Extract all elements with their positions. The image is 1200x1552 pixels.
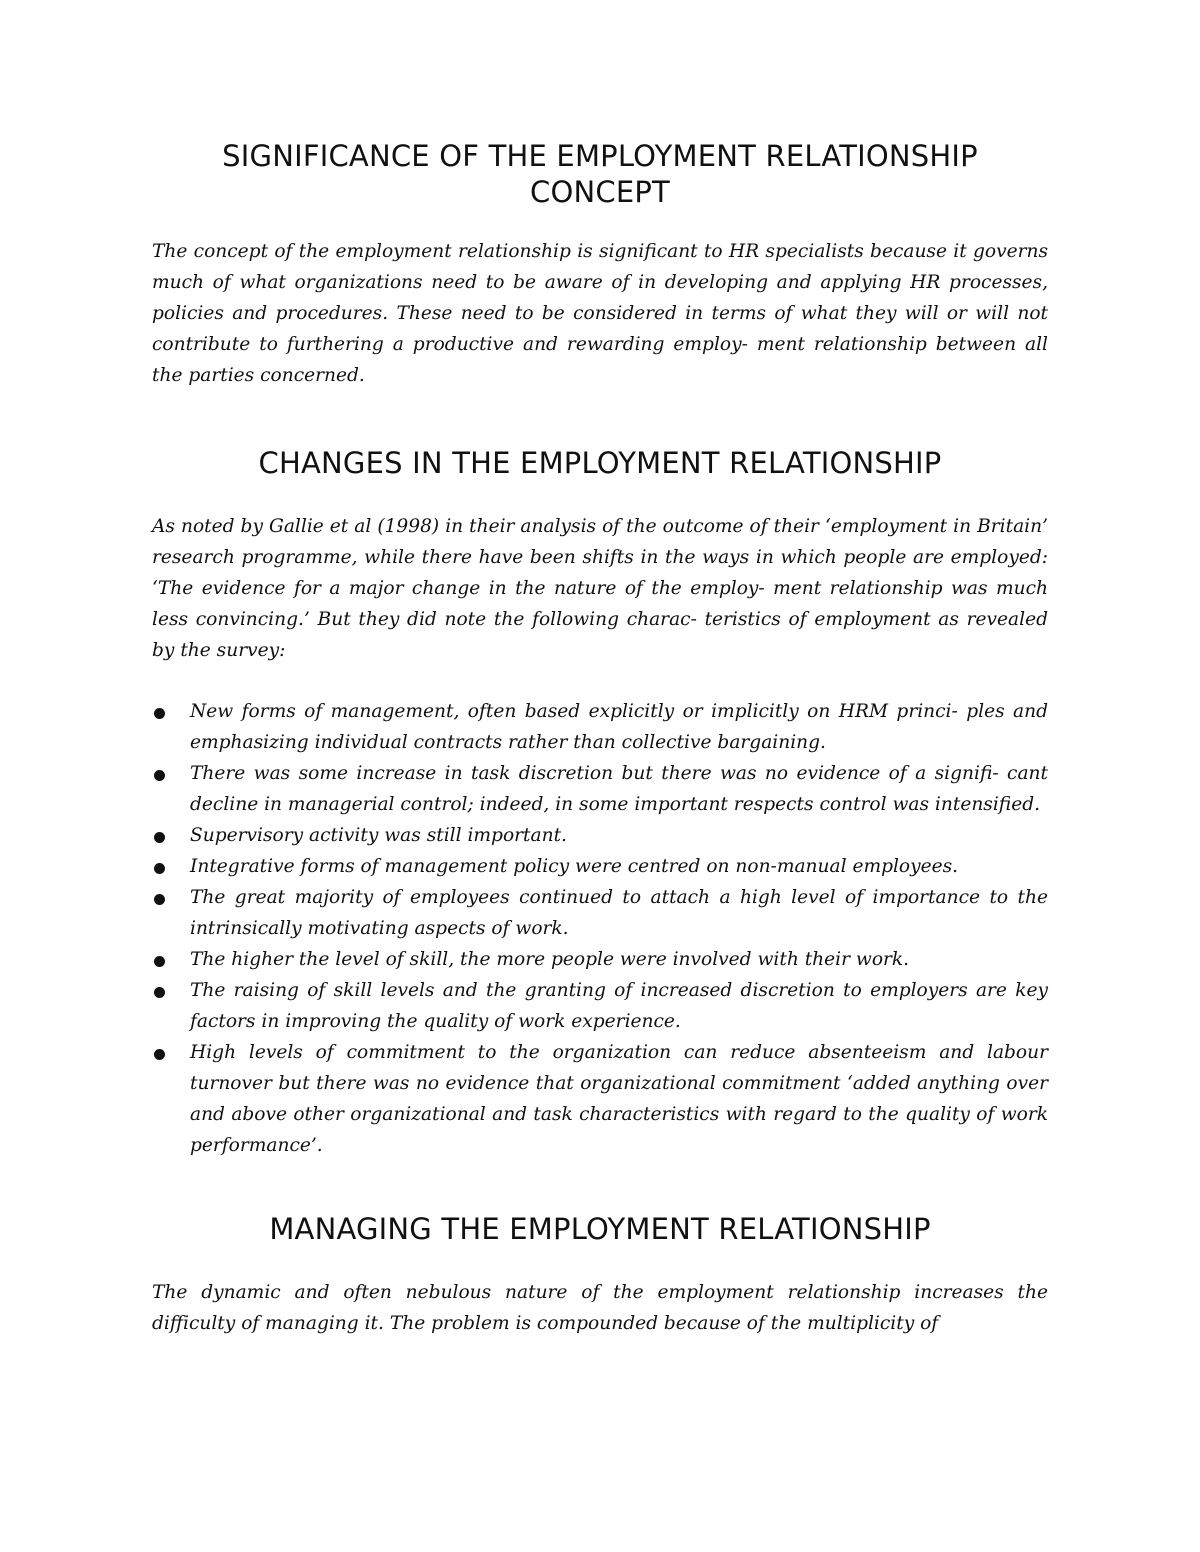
list-item-text: High levels of commitment to the organization can reduce absenteeism and labour turnover but there was no evidence that organizational commitment ‘added anything over and above other organizational and task characteristics with regard to the quality of work performance’. [190, 1042, 1048, 1156]
list-item-text: New forms of management, often based explicitly or implicitly on HRM princi- ples and emphasizing individual contracts rather than collective bargaining. [190, 701, 1048, 753]
paragraph-significance: The concept of the employment relationship is significant to HR specialists because it governs much of what organizations need to be aware of in developing and applying HR processes, policies and procedures. These need to be considered in terms of what they will or will not contribute to furthering a productive and rewarding employ- ment relationship between all the parties concerned. [152, 241, 1048, 386]
list-item [152, 975, 1048, 1037]
bullet-icon [154, 832, 165, 843]
bullet-icon [154, 1049, 165, 1060]
heading-line: CONCEPT [530, 175, 670, 209]
paragraph-managing: The dynamic and often nebulous nature of the employment relationship increases the difficulty of managing it. The problem is compounded because of the multiplicity of [152, 1282, 1048, 1334]
list-item [152, 882, 1048, 944]
bullet-icon [154, 863, 165, 874]
list-item-text: The great majority of employees continued to attach a high level of importance to the intrinsically motivating aspects of work. [190, 887, 1048, 939]
section-heading-changes: CHANGES IN THE EMPLOYMENT RELATIONSHIP [258, 446, 942, 480]
section-heading-significance [152, 138, 1048, 210]
list-item-text: The higher the level of skill, the more people were involved with their work. [190, 949, 910, 970]
list-item [152, 851, 1048, 882]
bullet-icon [154, 956, 165, 967]
list-item-text: Supervisory activity was still important. [190, 825, 567, 846]
characteristics-list [152, 696, 1048, 1161]
list-item-text: There was some increase in task discretion but there was no evidence of a signifi- cant decline in managerial control; indeed, in some important respects control was intensified. [190, 763, 1048, 815]
list-item [152, 1037, 1048, 1161]
list-item [152, 944, 1048, 975]
bullet-icon [154, 708, 165, 719]
bullet-icon [154, 770, 165, 781]
list-item [152, 696, 1048, 758]
section-heading-managing: MANAGING THE EMPLOYMENT RELATIONSHIP [269, 1212, 931, 1246]
document-page [152, 138, 1048, 1339]
bullet-icon [154, 987, 165, 998]
bullet-icon [154, 894, 165, 905]
heading-line: SIGNIFICANCE OF THE EMPLOYMENT RELATIONSHIP [222, 139, 978, 173]
list-item-text: Integrative forms of management policy were centred on non-manual employees. [190, 856, 959, 877]
list-item-text: The raising of skill levels and the granting of increased discretion to employers are key factors in improving the quality of work experience. [190, 980, 1048, 1032]
list-item [152, 758, 1048, 820]
paragraph-changes: As noted by Gallie et al (1998) in their analysis of the outcome of their ‘employment in Britain’ research programme, while there have been shifts in the ways in which people are employed: ‘The evidence for a major change in the nature of the employ- ment relationship was much less convincing.’ But they did note the following charac- teristics of employment as revealed by the survey: [152, 516, 1048, 661]
list-item [152, 820, 1048, 851]
